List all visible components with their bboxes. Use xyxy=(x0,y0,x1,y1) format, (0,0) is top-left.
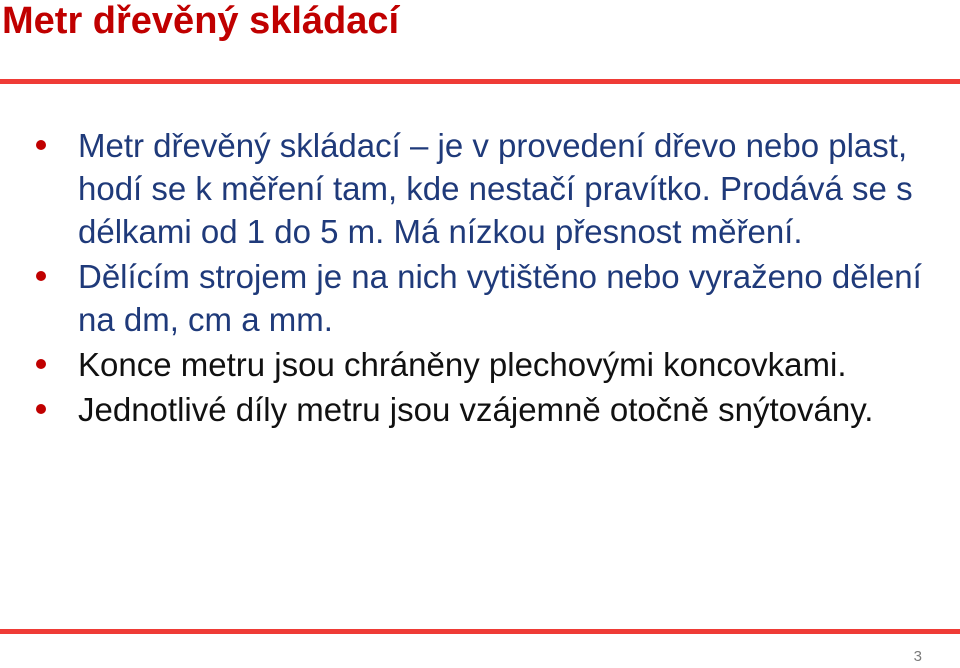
slide-title: Metr dřevěný skládací xyxy=(2,0,400,42)
bullet-item xyxy=(0,124,940,253)
bullet-dot-icon xyxy=(36,271,46,281)
footer-divider xyxy=(0,629,960,634)
bullet-dot-icon xyxy=(36,140,46,150)
bullet-text: Dělícím strojem je na nich vytištěno nebo vyraženo dělení na dm, cm a mm. xyxy=(78,258,922,338)
bullet-item xyxy=(0,343,940,386)
bullet-item xyxy=(0,255,940,341)
bullet-dot-icon xyxy=(36,404,46,414)
title-divider xyxy=(0,79,960,84)
bullet-dot-icon xyxy=(36,359,46,369)
bullet-list xyxy=(0,124,940,433)
bullet-item xyxy=(0,388,940,431)
page-number: 3 xyxy=(913,648,922,665)
bullet-text: Konce metru jsou chráněny plechovými koncovkami. xyxy=(78,346,847,383)
bullet-text: Metr dřevěný skládací – je v provedení dřevo nebo plast, hodí se k měření tam, kde nestačí pravítko. Prodává se s délkami od 1 do 5 m. Má nízkou přesnost měření. xyxy=(78,127,913,250)
bullet-text: Jednotlivé díly metru jsou vzájemně otočně snýtovány. xyxy=(78,391,874,428)
